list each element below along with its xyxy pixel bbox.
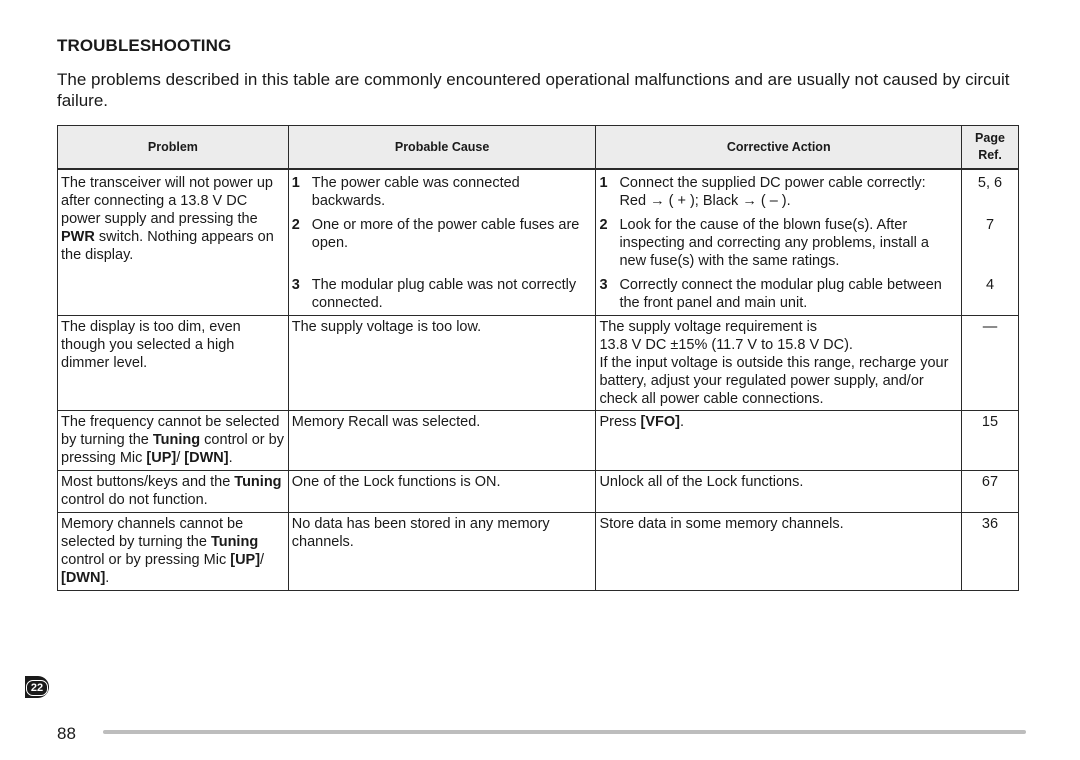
page-ref-cell: 5, 6 bbox=[962, 169, 1019, 212]
footer-divider bbox=[103, 730, 1026, 734]
page-ref-cell: 36 bbox=[962, 513, 1019, 591]
table-row bbox=[58, 316, 1019, 411]
cause-cell: 1 The power cable was connected backwards. bbox=[288, 169, 596, 212]
table-row bbox=[58, 169, 1019, 212]
page-number: 88 bbox=[57, 724, 76, 743]
cause-cell: The supply voltage is too low. bbox=[288, 316, 596, 411]
action-cell: 1 Connect the supplied DC power cable correctly: Red → ( + ); Black → ( – ). bbox=[596, 169, 962, 212]
problem-cell: The transceiver will not power up after connecting a 13.8 V DC power supply and pressing the PWR switch. Nothing appears on the display. bbox=[58, 169, 289, 316]
page-ref-cell: 15 bbox=[962, 411, 1019, 471]
section-heading: TROUBLESHOOTING bbox=[57, 36, 232, 55]
action-cell: Store data in some memory channels. bbox=[596, 513, 962, 591]
action-cell: 2 Look for the cause of the blown fuse(s). After inspecting and correcting any problems, install a new fuse(s) with the same ratings. bbox=[596, 212, 962, 272]
problem-cell: Memory channels cannot be selected by turning the Tuning control or by pressing Mic [UP]/ [DWN]. bbox=[58, 513, 289, 591]
action-cell: 3 Correctly connect the modular plug cable between the front panel and main unit. bbox=[596, 272, 962, 316]
cause-cell: One of the Lock functions is ON. bbox=[288, 471, 596, 513]
table-row bbox=[58, 513, 1019, 591]
action-cell: Press [VFO]. bbox=[596, 411, 962, 471]
page-ref-cell: 4 bbox=[962, 272, 1019, 316]
table-row bbox=[58, 411, 1019, 471]
table-header-row bbox=[58, 126, 1019, 170]
problem-cell: Most buttons/keys and the Tuning control do not function. bbox=[58, 471, 289, 513]
page-ref-cell: 7 bbox=[962, 212, 1019, 272]
page-ref-cell: 67 bbox=[962, 471, 1019, 513]
page-ref-cell: — bbox=[962, 316, 1019, 411]
problem-cell: The display is too dim, even though you selected a high dimmer level. bbox=[58, 316, 289, 411]
header-corrective-action: Corrective Action bbox=[596, 126, 962, 170]
cause-cell: No data has been stored in any memory channels. bbox=[288, 513, 596, 591]
table-row bbox=[58, 471, 1019, 513]
cause-cell: 2 One or more of the power cable fuses are open. bbox=[288, 212, 596, 272]
section-tab-number: 22 bbox=[26, 680, 48, 696]
cause-cell: 3 The modular plug cable was not correctly connected. bbox=[288, 272, 596, 316]
intro-paragraph: The problems described in this table are commonly encountered operational malfunctions and are usually not caused by circuit failure. bbox=[57, 70, 1010, 110]
header-probable-cause: Probable Cause bbox=[288, 126, 596, 170]
header-page-ref: Page Ref. bbox=[962, 126, 1019, 170]
header-problem: Problem bbox=[58, 126, 289, 170]
problem-cell: The frequency cannot be selected by turning the Tuning control or by pressing Mic [UP]/ [DWN]. bbox=[58, 411, 289, 471]
action-cell: Unlock all of the Lock functions. bbox=[596, 471, 962, 513]
troubleshooting-table bbox=[57, 125, 1019, 591]
action-cell: The supply voltage requirement is 13.8 V DC ±15% (11.7 V to 15.8 V DC). If the input voltage is outside this range, recharge your battery, adjust your regulated power supply, and/or check all power cable connections. bbox=[596, 316, 962, 411]
cause-cell: Memory Recall was selected. bbox=[288, 411, 596, 471]
